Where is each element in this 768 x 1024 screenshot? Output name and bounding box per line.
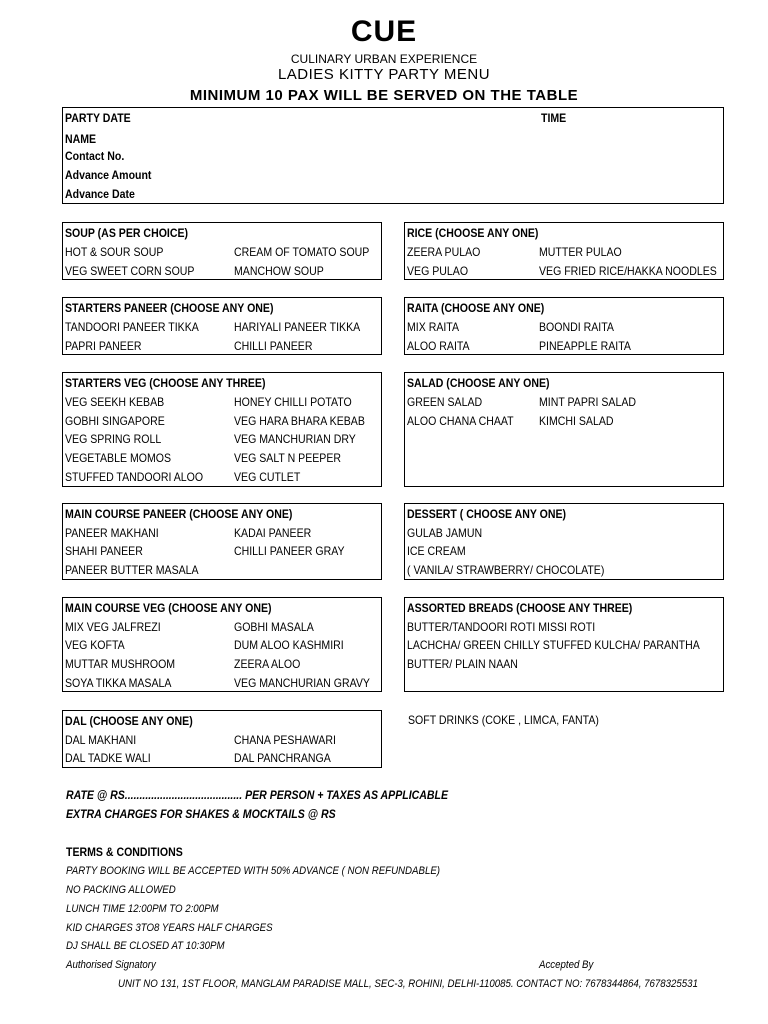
starters-paneer-section [62, 297, 382, 355]
menu-item: DUM ALOO KASHMIRI [234, 638, 344, 652]
section-title: SALAD (CHOOSE ANY ONE) [407, 376, 550, 390]
menu-item: LACHCHA/ GREEN CHILLY STUFFED KULCHA/ PARANTHA [407, 638, 700, 652]
menu-title: LADIES KITTY PARTY MENU [277, 66, 491, 83]
raita-section [404, 297, 724, 355]
section-title: DAL (CHOOSE ANY ONE) [65, 714, 193, 728]
menu-item: ICE CREAM [407, 544, 466, 558]
menu-item: GOBHI SINGAPORE [65, 414, 165, 428]
menu-item: HARIYALI PANEER TIKKA [234, 320, 361, 334]
dal-section [62, 710, 382, 768]
terms-heading: TERMS & CONDITIONS [66, 845, 183, 859]
breads-section [404, 597, 724, 692]
terms-item: DJ SHALL BE CLOSED AT 10:30PM [66, 940, 225, 952]
advance-amount-label: Advance Amount [65, 168, 152, 182]
menu-item: VEG FRIED RICE/HAKKA NOODLES [539, 264, 717, 278]
section-title: SOUP (AS PER CHOICE) [65, 226, 189, 240]
salad-section [404, 372, 724, 487]
menu-item: BUTTER/TANDOORI ROTI MISSI ROTI [407, 620, 596, 634]
min-pax-note: MINIMUM 10 PAX WILL BE SERVED ON THE TABLE [189, 87, 579, 104]
footer-address: UNIT NO 131, 1ST FLOOR, MANGLAM PARADISE MALL, SEC-3, ROHINI, DELHI-110085. CONTACT NO: 7678344864, 7678325531 [118, 978, 698, 990]
menu-item: PINEAPPLE RAITA [539, 339, 631, 353]
menu-item: VEG SWEET CORN SOUP [65, 264, 195, 278]
rice-section [404, 222, 724, 280]
menu-item: BOONDI RAITA [539, 320, 614, 334]
menu-item: VEG SALT N PEEPER [234, 451, 342, 465]
main-paneer-section [62, 503, 382, 580]
menu-item: VEG PULAO [407, 264, 469, 278]
time-label: TIME [541, 111, 567, 125]
menu-item: PANEER MAKHANI [65, 526, 159, 540]
section-title: RAITA (CHOOSE ANY ONE) [407, 301, 545, 315]
menu-item: MIX VEG JALFREZI [65, 620, 161, 634]
menu-item: HOT & SOUR SOUP [65, 245, 164, 259]
menu-item: VEG SEEKH KEBAB [65, 395, 165, 409]
party-info-box [62, 107, 724, 204]
menu-item: KADAI PANEER [234, 526, 312, 540]
accepted-by: Accepted By [539, 959, 594, 971]
page-title: CUE [350, 15, 418, 48]
menu-item: VEG CUTLET [234, 470, 301, 484]
menu-item: ( VANILA/ STRAWBERRY/ CHOCOLATE) [407, 563, 605, 577]
extra-charges-line: EXTRA CHARGES FOR SHAKES & MOCKTAILS @ RS [66, 807, 336, 821]
contact-label: Contact No. [65, 149, 125, 163]
menu-item: GREEN SALAD [407, 395, 483, 409]
menu-item: BUTTER/ PLAIN NAAN [407, 657, 518, 671]
starters-veg-section [62, 372, 382, 487]
menu-item: MUTTER PULAO [539, 245, 622, 259]
menu-item: DAL TADKE WALI [65, 751, 151, 765]
section-title: MAIN COURSE VEG (CHOOSE ANY ONE) [65, 601, 272, 615]
menu-item: PAPRI PANEER [65, 339, 142, 353]
menu-item: CREAM OF TOMATO SOUP [234, 245, 370, 259]
menu-item: VEG MANCHURIAN DRY [234, 432, 356, 446]
section-title: RICE (CHOOSE ANY ONE) [407, 226, 539, 240]
menu-item: ALOO RAITA [407, 339, 470, 353]
menu-item: HONEY CHILLI POTATO [234, 395, 352, 409]
authorised-signatory: Authorised Signatory [66, 959, 156, 971]
terms-item: NO PACKING ALLOWED [66, 884, 176, 896]
menu-item: SHAHI PANEER [65, 544, 143, 558]
menu-item: ALOO CHANA CHAAT [407, 414, 514, 428]
terms-item: PARTY BOOKING WILL BE ACCEPTED WITH 50% ADVANCE ( NON REFUNDABLE) [66, 865, 441, 877]
menu-item: CHILLI PANEER [234, 339, 313, 353]
menu-item: PANEER BUTTER MASALA [65, 563, 199, 577]
menu-item: STUFFED TANDOORI ALOO [65, 470, 204, 484]
menu-item: VEG SPRING ROLL [65, 432, 162, 446]
menu-item: CHANA PESHAWARI [234, 733, 336, 747]
menu-item: ZEERA PULAO [407, 245, 481, 259]
party-date-label: PARTY DATE [65, 111, 131, 125]
terms-item: KID CHARGES 3TO8 YEARS HALF CHARGES [66, 922, 273, 934]
section-title: MAIN COURSE PANEER (CHOOSE ANY ONE) [65, 507, 293, 521]
main-veg-section [62, 597, 382, 692]
section-title: STARTERS PANEER (CHOOSE ANY ONE) [65, 301, 274, 315]
menu-item: MUTTAR MUSHROOM [65, 657, 176, 671]
menu-item: ZEERA ALOO [234, 657, 301, 671]
terms-item: LUNCH TIME 12:00PM TO 2:00PM [66, 903, 219, 915]
advance-date-label: Advance Date [65, 187, 135, 201]
menu-item: MIX RAITA [407, 320, 460, 334]
menu-item: DAL PANCHRANGA [234, 751, 331, 765]
menu-item: MANCHOW SOUP [234, 264, 324, 278]
section-title: ASSORTED BREADS (CHOOSE ANY THREE) [407, 601, 633, 615]
menu-item: SOYA TIKKA MASALA [65, 676, 172, 690]
menu-item: TANDOORI PANEER TIKKA [65, 320, 199, 334]
menu-item: DAL MAKHANI [65, 733, 137, 747]
menu-item: VEG HARA BHARA KEBAB [234, 414, 365, 428]
menu-item: KIMCHI SALAD [539, 414, 614, 428]
menu-item: GULAB JAMUN [407, 526, 483, 540]
menu-item: MINT PAPRI SALAD [539, 395, 637, 409]
menu-item: GOBHI MASALA [234, 620, 314, 634]
rate-line: RATE @ RS........................................ PER PERSON + TAXES AS APPLICABLE [66, 788, 449, 802]
dessert-section [404, 503, 724, 580]
page-subtitle: CULINARY URBAN EXPERIENCE [290, 52, 478, 66]
soft-drinks-note: SOFT DRINKS (COKE , LIMCA, FANTA) [408, 713, 599, 727]
soup-section [62, 222, 382, 280]
menu-item: VEG KOFTA [65, 638, 125, 652]
menu-item: CHILLI PANEER GRAY [234, 544, 345, 558]
name-label: NAME [65, 132, 97, 146]
section-title: STARTERS VEG (CHOOSE ANY THREE) [65, 376, 266, 390]
menu-item: VEGETABLE MOMOS [65, 451, 172, 465]
section-title: DESSERT ( CHOOSE ANY ONE) [407, 507, 567, 521]
menu-item: VEG MANCHURIAN GRAVY [234, 676, 370, 690]
